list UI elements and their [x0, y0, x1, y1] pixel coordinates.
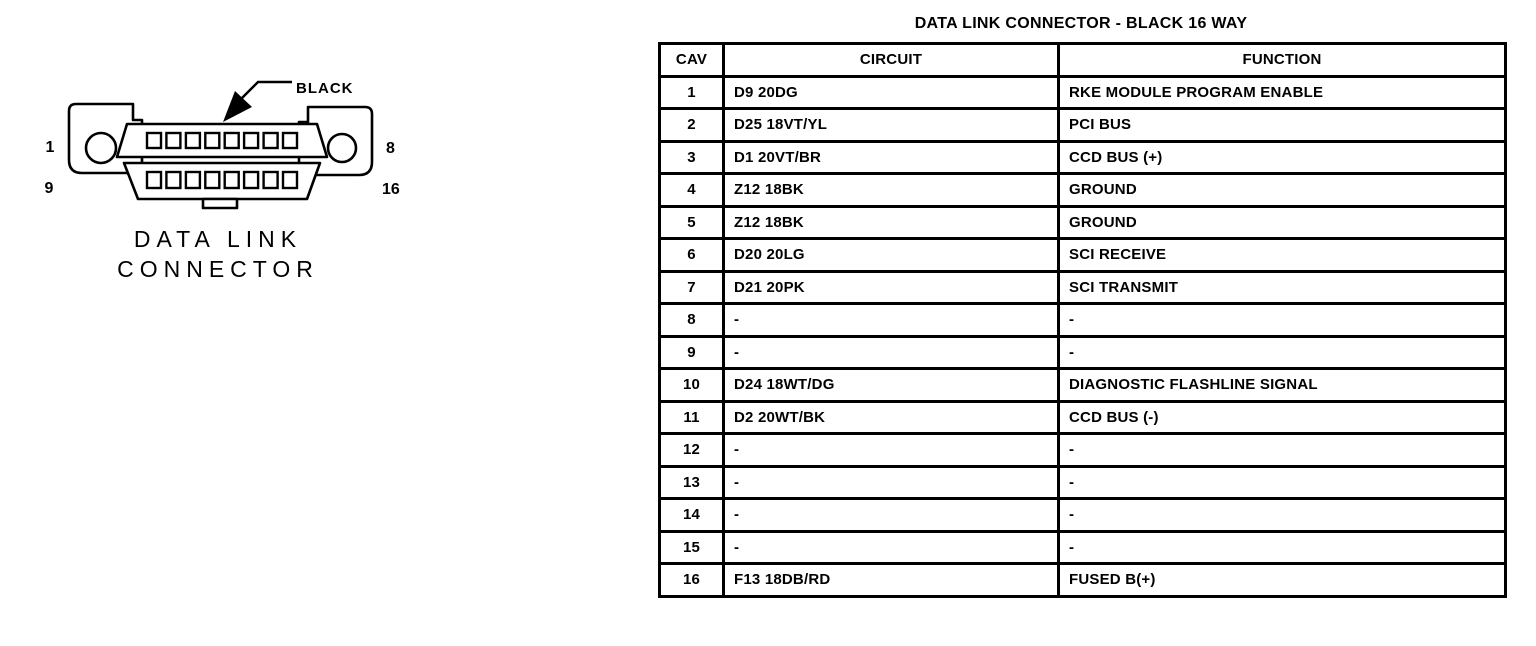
- table-header-row: [660, 44, 1506, 77]
- circuit-cell: Z12 18BK: [724, 174, 1059, 207]
- circuit-cell: -: [724, 531, 1059, 564]
- function-cell: -: [1059, 466, 1506, 499]
- cav-cell: 10: [660, 369, 724, 402]
- circuit-cell: -: [724, 499, 1059, 532]
- circuit-cell: D2 20WT/BK: [724, 401, 1059, 434]
- function-cell: -: [1059, 531, 1506, 564]
- header-function: FUNCTION: [1059, 44, 1506, 77]
- function-cell: GROUND: [1059, 206, 1506, 239]
- data-link-connector-diagram: [0, 55, 480, 315]
- cav-cell: 9: [660, 336, 724, 369]
- left-screw-hole: [86, 133, 116, 163]
- table-row: [660, 531, 1506, 564]
- cav-cell: 3: [660, 141, 724, 174]
- cav-cell: 4: [660, 174, 724, 207]
- cav-cell: 16: [660, 564, 724, 597]
- table-row: [660, 239, 1506, 272]
- circuit-cell: -: [724, 466, 1059, 499]
- table-row: [660, 369, 1506, 402]
- table-row: [660, 109, 1506, 142]
- cav-cell: 1: [660, 76, 724, 109]
- table-row: [660, 466, 1506, 499]
- cav-cell: 13: [660, 466, 724, 499]
- function-cell: CCD BUS (+): [1059, 141, 1506, 174]
- cav-cell: 11: [660, 401, 724, 434]
- function-cell: -: [1059, 499, 1506, 532]
- circuit-cell: F13 18DB/RD: [724, 564, 1059, 597]
- right-screw-hole: [328, 134, 356, 162]
- diagram-caption-line1: DATA LINK: [133, 226, 303, 252]
- circuit-cell: Z12 18BK: [724, 206, 1059, 239]
- table-row: [660, 434, 1506, 467]
- function-cell: -: [1059, 434, 1506, 467]
- cav-cell: 7: [660, 271, 724, 304]
- cav-cell: 5: [660, 206, 724, 239]
- table-title: DATA LINK CONNECTOR - BLACK 16 WAY: [914, 15, 1248, 32]
- pin-label-8: 8: [386, 140, 395, 157]
- circuit-cell: -: [724, 304, 1059, 337]
- table-row: [660, 206, 1506, 239]
- function-cell: DIAGNOSTIC FLASHLINE SIGNAL: [1059, 369, 1506, 402]
- pin-label-16: 16: [382, 181, 400, 198]
- circuit-cell: D9 20DG: [724, 76, 1059, 109]
- table-row: [660, 401, 1506, 434]
- table-row: [660, 336, 1506, 369]
- function-cell: GROUND: [1059, 174, 1506, 207]
- diagram-caption-line2: CONNECTOR: [117, 256, 319, 282]
- cav-cell: 2: [660, 109, 724, 142]
- function-cell: -: [1059, 336, 1506, 369]
- circuit-cell: D20 20LG: [724, 239, 1059, 272]
- function-cell: -: [1059, 304, 1506, 337]
- table-row: [660, 76, 1506, 109]
- circuit-cell: D1 20VT/BR: [724, 141, 1059, 174]
- connector-bottom-tab: [203, 199, 237, 208]
- cav-cell: 8: [660, 304, 724, 337]
- pin-label-1: 1: [45, 139, 55, 156]
- pin-label-9: 9: [44, 180, 54, 197]
- connector-color-callout: BLACK: [296, 80, 354, 97]
- circuit-cell: D21 20PK: [724, 271, 1059, 304]
- cav-cell: 14: [660, 499, 724, 532]
- function-cell: SCI TRANSMIT: [1059, 271, 1506, 304]
- cav-cell: 6: [660, 239, 724, 272]
- function-cell: SCI RECEIVE: [1059, 239, 1506, 272]
- function-cell: PCI BUS: [1059, 109, 1506, 142]
- table-row: [660, 304, 1506, 337]
- function-cell: CCD BUS (-): [1059, 401, 1506, 434]
- pinout-table: [658, 42, 1507, 598]
- circuit-cell: D24 18WT/DG: [724, 369, 1059, 402]
- cav-cell: 15: [660, 531, 724, 564]
- callout-arrowhead-icon: [223, 91, 252, 122]
- pinout-table-body: [660, 76, 1506, 596]
- cav-cell: 12: [660, 434, 724, 467]
- circuit-cell: -: [724, 336, 1059, 369]
- table-row: [660, 174, 1506, 207]
- table-row: [660, 271, 1506, 304]
- circuit-cell: D25 18VT/YL: [724, 109, 1059, 142]
- circuit-cell: -: [724, 434, 1059, 467]
- header-circuit: CIRCUIT: [724, 44, 1059, 77]
- table-row: [660, 141, 1506, 174]
- table-row: [660, 564, 1506, 597]
- function-cell: RKE MODULE PROGRAM ENABLE: [1059, 76, 1506, 109]
- connector-drawing: [0, 55, 480, 315]
- header-cav: CAV: [660, 44, 724, 77]
- table-row: [660, 499, 1506, 532]
- function-cell: FUSED B(+): [1059, 564, 1506, 597]
